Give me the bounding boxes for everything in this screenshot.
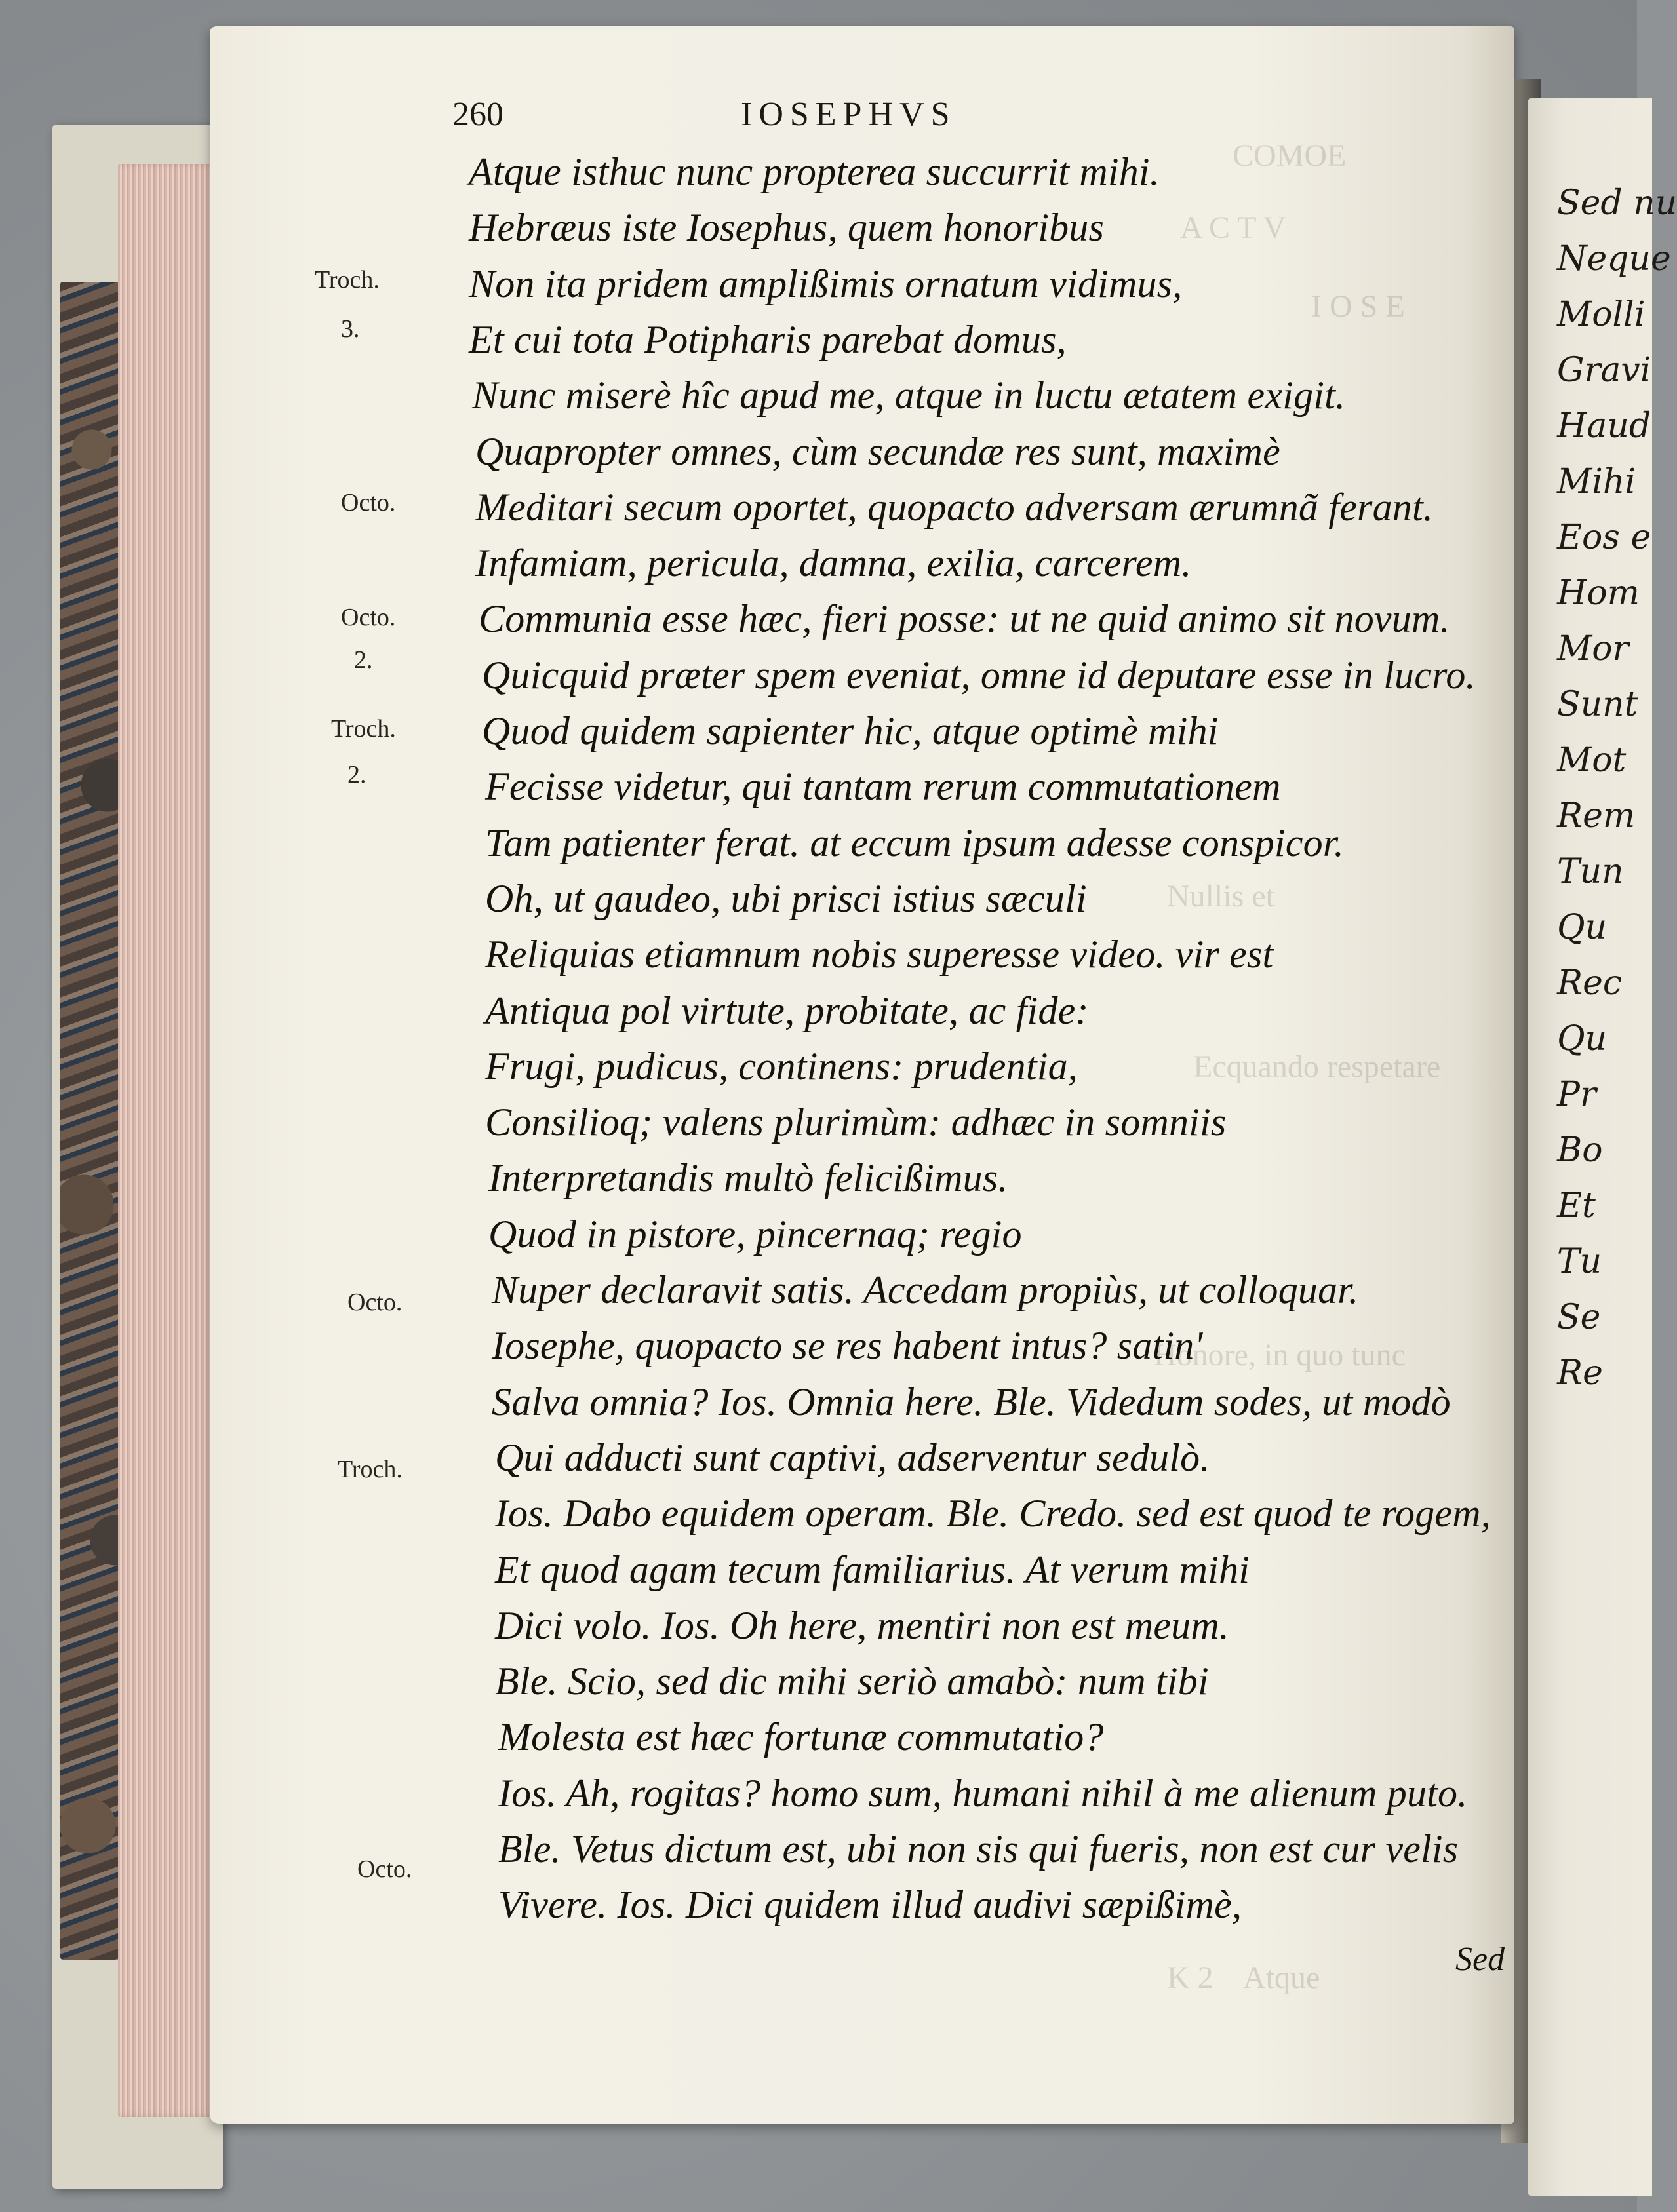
text-line: Frugi, pudicus, continens: prudentia,: [485, 1044, 1078, 1088]
text-line: Meditari secum oportet, quopacto adversam ærumnã ferant.: [475, 485, 1434, 529]
margin-note: 2.: [354, 646, 373, 674]
margin-note: 2.: [347, 761, 366, 788]
text-line: Communia esse hæc, fieri posse: ut ne quid animo sit novum.: [479, 597, 1450, 641]
facing-page-word: Haud: [1557, 406, 1651, 446]
text-line: Infamiam, pericula, damna, exilia, carcerem.: [475, 541, 1192, 585]
catchword: Sed: [1455, 1941, 1505, 1978]
margin-note: Octo.: [341, 489, 396, 516]
facing-page-word: Qu: [1557, 908, 1608, 947]
margin-note: Troch.: [331, 715, 396, 743]
facing-page-word: Neque: [1557, 239, 1671, 279]
text-line: Molesta est hæc fortunæ commutatio?: [498, 1715, 1104, 1759]
text-line: Interpretandis multò felicißimus.: [488, 1156, 1008, 1200]
facing-page-word: Rem: [1557, 796, 1636, 836]
text-line: Antiqua pol virtute, probitate, ac fide:: [485, 988, 1089, 1032]
facing-page-word: Rec: [1557, 963, 1623, 1003]
facing-page-word: Tu: [1557, 1242, 1602, 1281]
facing-page-word: Tun: [1557, 852, 1624, 891]
text-line: Ios. Ah, rogitas? homo sum, humani nihil à me alienum puto.: [498, 1771, 1468, 1815]
facing-page-word: Sed nu: [1557, 184, 1677, 223]
margin-note: Troch.: [338, 1456, 403, 1483]
text-line: Qui adducti sunt captivi, adserventur sedulò.: [495, 1435, 1210, 1479]
margin-note: 3.: [341, 315, 360, 343]
text-line: Salva omnia? Ios. Omnia here. Ble. Videdum sodes, ut modò: [492, 1380, 1451, 1424]
page-number: 260: [452, 96, 503, 133]
text-line: Hebræus iste Iosephus, quem honoribus: [469, 206, 1105, 250]
text-line: Dici volo. Ios. Oh here, mentiri non est meum.: [495, 1603, 1230, 1647]
text-line: Vivere. Ios. Dici quidem illud audivi sæpißimè,: [498, 1883, 1242, 1927]
facing-page-word: Eos e: [1557, 518, 1651, 557]
facing-page-word: Bo: [1557, 1131, 1603, 1170]
facing-page-word: Et: [1557, 1186, 1596, 1226]
text-line: Quod in pistore, pincernaq; regio: [488, 1212, 1022, 1256]
text-line: Quod quidem sapienter hic, atque optimè mihi: [482, 709, 1219, 752]
text-line: Fecisse videtur, qui tantam rerum commutationem: [485, 765, 1281, 809]
facing-page-word: Sunt: [1557, 685, 1638, 724]
facing-page: [1528, 98, 1677, 2196]
margin-note: Octo.: [341, 604, 396, 631]
text-line: Non ita pridem amplißimis ornatum vidimus,: [469, 262, 1183, 305]
text-line: Quicquid præter spem eveniat, omne id deputare esse in lucro.: [482, 653, 1476, 697]
text-line: Ios. Dabo equidem operam. Ble. Credo. sed est quod te rogem,: [495, 1492, 1491, 1536]
facing-page-word: Re: [1557, 1353, 1603, 1393]
text-line: Ble. Scio, sed dic mihi seriò amabò: num tibi: [495, 1659, 1209, 1703]
facing-page-word: Mihi: [1557, 462, 1636, 501]
facing-page-word: Hom: [1557, 573, 1640, 613]
margin-note: Octo.: [347, 1289, 403, 1316]
text-line: Et cui tota Potipharis parebat domus,: [469, 317, 1067, 361]
text-line: Nuper declaravit satis. Accedam propiùs, ut colloquar.: [492, 1268, 1359, 1311]
text-line: Oh, ut gaudeo, ubi prisci istius sæculi: [485, 876, 1087, 920]
running-title: IOSEPHVS: [741, 96, 957, 133]
text-line: Atque isthuc nunc propterea succurrit mihi.: [469, 150, 1160, 193]
text-line: Et quod agam tecum familiarius. At verum mihi: [495, 1547, 1250, 1591]
text-line: Ble. Vetus dictum est, ubi non sis qui fueris, non est cur velis: [498, 1827, 1459, 1871]
margin-note: Troch.: [315, 266, 380, 294]
text-line: Consilioq; valens plurimùm: adhæc in somniis: [485, 1100, 1227, 1144]
text-line: Reliquias etiamnum nobis superesse video. vir est: [485, 933, 1274, 977]
facing-page-word: Mor: [1557, 629, 1629, 669]
facing-page-word: Molli: [1557, 295, 1646, 334]
margin-note: Octo.: [357, 1855, 412, 1883]
facing-page-word: Se: [1557, 1298, 1601, 1337]
text-line: Tam patienter ferat. at eccum ipsum adesse conspicor.: [485, 821, 1344, 864]
facing-page-word: Pr: [1557, 1075, 1596, 1114]
running-head: [452, 95, 1514, 141]
text-line: Nunc miserè hîc apud me, atque in luctu ætatem exigit.: [472, 374, 1346, 417]
facing-page-word: Mot: [1557, 741, 1627, 780]
facing-page-word: Qu: [1557, 1019, 1608, 1058]
text-line: Quapropter omnes, cùm secundæ res sunt, maximè: [475, 429, 1280, 473]
text-line: Iosephe, quopacto se res habent intus? satin': [492, 1324, 1203, 1368]
facing-page-word: Gravi: [1557, 351, 1651, 390]
left-page: COMOE A C T V I O S E Nullis et Ecquando respetare Honore, in quo tunc K 2 Atque: [210, 26, 1514, 2124]
